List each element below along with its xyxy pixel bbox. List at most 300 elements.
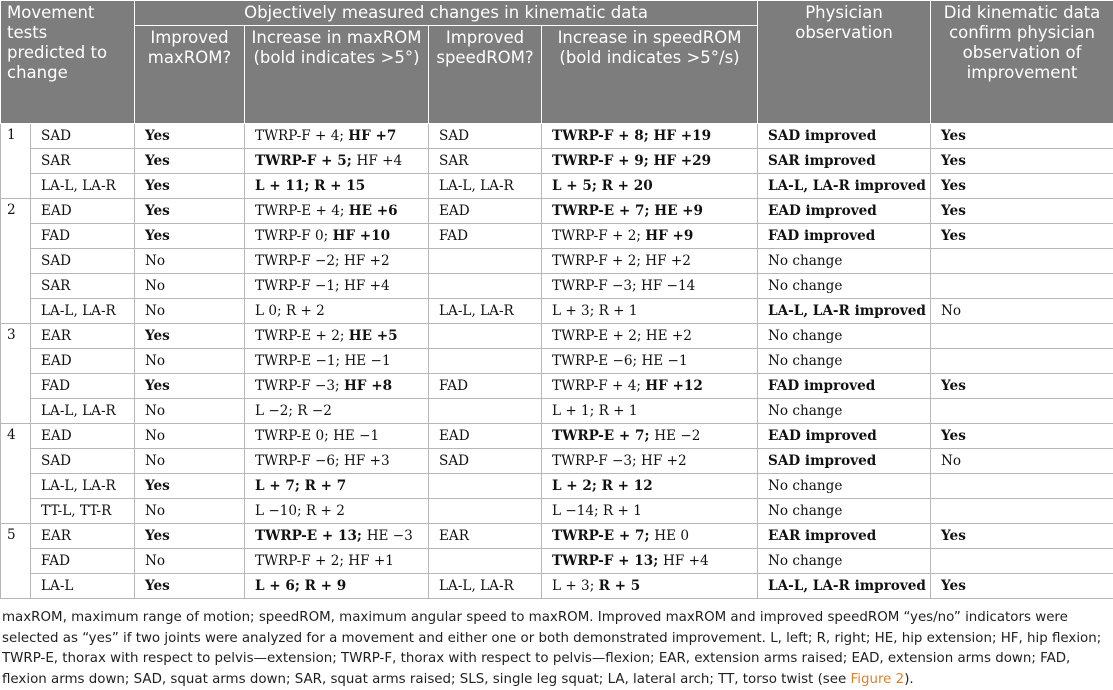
increase-speedrom-cell [542, 524, 758, 549]
increase-maxrom-cell [245, 524, 429, 549]
improved-maxrom-cell-text: Yes [145, 528, 170, 544]
improved-maxrom-cell [135, 149, 245, 174]
improved-maxrom-cell-text: Yes [145, 228, 170, 244]
improved-speedrom-cell [429, 199, 542, 224]
increase-maxrom-cell [245, 224, 429, 249]
group-number-text: 2 [7, 202, 16, 218]
improved-maxrom-cell-text: No [145, 403, 165, 419]
increase-maxrom-cell-part: TWRP-F + 5; [255, 153, 357, 169]
improved-maxrom-cell [135, 399, 245, 424]
increase-maxrom-cell-part: HF +4 [357, 153, 403, 169]
improved-speedrom-cell-text: EAD [439, 203, 470, 219]
table-header [1, 1, 1113, 124]
physician-cell-text: No change [768, 403, 842, 419]
physician-cell [758, 499, 931, 524]
movement-cell [31, 174, 135, 199]
physician-cell [758, 124, 931, 149]
physician-cell [758, 349, 931, 374]
movement-cell [31, 124, 135, 149]
header-movement-tests: Movement tests predicted to change [1, 1, 135, 124]
increase-speedrom-cell-part: HF +12 [645, 378, 703, 394]
physician-cell [758, 399, 931, 424]
group-number [1, 324, 31, 424]
increase-maxrom-cell [245, 574, 429, 599]
increase-speedrom-cell [542, 474, 758, 499]
increase-maxrom-cell-part: TWRP-F −1; HF +4 [255, 278, 390, 294]
confirm-cell [931, 574, 1113, 599]
improved-speedrom-cell [429, 449, 542, 474]
movement-cell [31, 549, 135, 574]
improved-maxrom-cell [135, 199, 245, 224]
physician-cell-text: FAD improved [768, 228, 875, 244]
improved-speedrom-cell [429, 424, 542, 449]
improved-maxrom-cell [135, 574, 245, 599]
increase-maxrom-cell-part: TWRP-F + 4; [255, 128, 348, 144]
improved-maxrom-cell [135, 374, 245, 399]
physician-cell [758, 249, 931, 274]
increase-maxrom-cell-part: TWRP-E + 2; [255, 328, 349, 344]
improved-speedrom-cell-text: EAR [439, 528, 469, 544]
increase-speedrom-cell [542, 274, 758, 299]
improved-maxrom-cell [135, 249, 245, 274]
movement-cell [31, 374, 135, 399]
physician-cell [758, 449, 931, 474]
increase-maxrom-cell [245, 124, 429, 149]
improved-maxrom-cell [135, 499, 245, 524]
confirm-cell [931, 399, 1113, 424]
physician-cell [758, 199, 931, 224]
improved-maxrom-cell-text: Yes [145, 378, 170, 394]
movement-cell [31, 399, 135, 424]
increase-maxrom-cell-part: TWRP-E + 13; [255, 528, 367, 544]
improved-maxrom-cell-text: Yes [145, 328, 170, 344]
improved-maxrom-cell [135, 474, 245, 499]
increase-maxrom-cell-part: HE −3 [367, 528, 413, 544]
increase-speedrom-cell [542, 224, 758, 249]
increase-maxrom-cell-part: TWRP-E + 4; [255, 203, 349, 219]
confirm-cell [931, 349, 1113, 374]
confirm-cell [931, 474, 1113, 499]
movement-cell [31, 524, 135, 549]
table-row [1, 199, 1113, 224]
improved-maxrom-cell [135, 524, 245, 549]
increase-speedrom-cell-part: L + 3; [552, 578, 599, 594]
increase-speedrom-cell-part: TWRP-E + 7; HE +9 [552, 203, 703, 219]
physician-cell-text: No change [768, 278, 842, 294]
increase-maxrom-cell [245, 424, 429, 449]
table-row [1, 449, 1113, 474]
increase-speedrom-cell [542, 574, 758, 599]
group-number-text: 1 [7, 127, 16, 143]
increase-speedrom-cell-part: TWRP-F + 8; HF +19 [552, 128, 711, 144]
movement-cell-text: EAD [41, 353, 72, 369]
table-row [1, 424, 1113, 449]
increase-speedrom-cell [542, 449, 758, 474]
confirm-cell [931, 149, 1113, 174]
increase-maxrom-cell [245, 399, 429, 424]
movement-cell [31, 249, 135, 274]
increase-speedrom-cell-part: TWRP-F + 2; [552, 228, 645, 244]
improved-maxrom-cell-text: Yes [145, 578, 170, 594]
increase-maxrom-cell [245, 474, 429, 499]
footnote-text: maxROM, maximum range of motion; speedROM, maximum angular speed to maxROM. Improved maxROM and improved speedROM “yes/no” indicators were selected as “yes” if two joints were analyzed for a movement and either one or both demonstrated improvement. L, left; R, right; HE, hip extension; HF, hip flexion; TWRP-E, thorax with respect to pelvis—extension; TWRP-F, thorax with respect to pelvis—flexion; EAR, extension arms raised; EAD, extension arms down; FAD, flexion arms down; SAD, squat arms down; SAR, squat arms raised; SLS, single leg squat; LA, lateral arch; TT, torso twist (see [2, 610, 1101, 687]
table-row [1, 374, 1113, 399]
movement-cell-text: EAD [41, 428, 72, 444]
physician-cell-text: No change [768, 253, 842, 269]
increase-speedrom-cell [542, 399, 758, 424]
physician-cell [758, 274, 931, 299]
table-row [1, 124, 1113, 149]
physician-cell-text: EAD improved [768, 428, 877, 444]
increase-speedrom-cell-part: L + 5; R + 20 [552, 178, 653, 194]
increase-maxrom-cell-part: TWRP-F 0; [255, 228, 333, 244]
header-kinematic-group: Objectively measured changes in kinematic data [135, 1, 758, 26]
increase-speedrom-cell [542, 149, 758, 174]
improved-speedrom-cell-text: LA-L, LA-R [439, 303, 514, 319]
physician-cell-text: SAD improved [768, 128, 876, 144]
movement-cell-text: TT-L, TT-R [41, 503, 111, 519]
increase-speedrom-cell [542, 499, 758, 524]
increase-maxrom-cell-part: TWRP-F −6; HF +3 [255, 453, 390, 469]
table-row [1, 574, 1113, 599]
confirm-cell-text: No [941, 453, 961, 469]
improved-speedrom-cell [429, 299, 542, 324]
confirm-cell [931, 274, 1113, 299]
movement-cell [31, 499, 135, 524]
increase-speedrom-cell [542, 124, 758, 149]
increase-maxrom-cell-part: HF +7 [348, 128, 396, 144]
increase-maxrom-cell-part: TWRP-F −2; HF +2 [255, 253, 390, 269]
increase-maxrom-cell-part: L + 11; R + 15 [255, 178, 365, 194]
improved-speedrom-cell-text: FAD [439, 228, 468, 244]
increase-speedrom-cell-part: HE 0 [654, 528, 689, 544]
increase-speedrom-cell-part: L + 3; R + 1 [552, 303, 638, 319]
group-number-text: 5 [7, 527, 16, 543]
improved-speedrom-cell [429, 499, 542, 524]
improved-speedrom-cell [429, 574, 542, 599]
movement-cell [31, 474, 135, 499]
header-physician-observation: Physician observation [758, 1, 931, 124]
table-body [1, 124, 1113, 599]
physician-cell-text: EAR improved [768, 528, 876, 544]
improved-maxrom-cell [135, 174, 245, 199]
increase-maxrom-cell-part: L + 7; R + 7 [255, 478, 346, 494]
group-number-text: 4 [7, 427, 16, 443]
increase-maxrom-cell-part: L 0; R + 2 [255, 303, 325, 319]
figure-2-link[interactable]: Figure 2 [851, 672, 905, 687]
movement-cell-text: LA-L [41, 578, 73, 594]
improved-maxrom-cell-text: Yes [145, 203, 170, 219]
increase-speedrom-cell-part: TWRP-F + 2; HF +2 [552, 253, 691, 269]
improved-speedrom-cell-text: FAD [439, 378, 468, 394]
increase-speedrom-cell-part: TWRP-F + 13; [552, 553, 663, 569]
improved-maxrom-cell-text: No [145, 353, 165, 369]
increase-maxrom-cell [245, 449, 429, 474]
confirm-cell-text: Yes [941, 578, 966, 594]
physician-cell [758, 174, 931, 199]
movement-cell [31, 349, 135, 374]
improved-speedrom-cell [429, 124, 542, 149]
group-number-text: 3 [7, 327, 16, 343]
increase-speedrom-cell-part: TWRP-E + 7; [552, 528, 654, 544]
confirm-cell-text: Yes [941, 528, 966, 544]
increase-maxrom-cell-part: TWRP-E −1; HE −1 [255, 353, 391, 369]
improved-speedrom-cell [429, 224, 542, 249]
increase-speedrom-cell-part: HF +9 [645, 228, 693, 244]
movement-cell [31, 224, 135, 249]
improved-maxrom-cell [135, 424, 245, 449]
table-row [1, 349, 1113, 374]
movement-cell-text: EAR [41, 328, 71, 344]
improved-maxrom-cell [135, 324, 245, 349]
movement-cell-text: SAD [41, 128, 71, 144]
improved-maxrom-cell-text: Yes [145, 153, 170, 169]
movement-cell-text: EAD [41, 203, 72, 219]
improved-maxrom-cell [135, 449, 245, 474]
physician-cell-text: No change [768, 328, 842, 344]
improved-maxrom-cell-text: No [145, 553, 165, 569]
increase-maxrom-cell [245, 149, 429, 174]
improved-speedrom-cell [429, 549, 542, 574]
physician-cell-text: No change [768, 478, 842, 494]
movement-cell-text: FAD [41, 228, 70, 244]
increase-maxrom-cell-part: L + 6; R + 9 [255, 578, 346, 594]
movement-cell-text: LA-L, LA-R [41, 478, 116, 494]
physician-cell [758, 474, 931, 499]
improved-maxrom-cell-text: No [145, 303, 165, 319]
increase-speedrom-cell-part: TWRP-F + 4; [552, 378, 645, 394]
confirm-cell [931, 449, 1113, 474]
table-row [1, 149, 1113, 174]
increase-speedrom-cell-part: HE −2 [654, 428, 700, 444]
improved-speedrom-cell [429, 374, 542, 399]
confirm-cell [931, 324, 1113, 349]
improved-maxrom-cell [135, 124, 245, 149]
table-footnote [0, 599, 1113, 690]
movement-cell [31, 424, 135, 449]
header-increase-maxrom: Increase in maxROM (bold indicates >5°) [245, 26, 429, 124]
confirm-cell [931, 174, 1113, 199]
improved-speedrom-cell [429, 324, 542, 349]
improved-maxrom-cell-text: No [145, 453, 165, 469]
movement-cell [31, 574, 135, 599]
physician-cell-text: No change [768, 553, 842, 569]
confirm-cell-text: Yes [941, 153, 966, 169]
increase-speedrom-cell [542, 424, 758, 449]
increase-maxrom-cell-part: HF +10 [333, 228, 391, 244]
header-improved-maxrom: Improved maxROM? [135, 26, 245, 124]
increase-speedrom-cell-part: TWRP-E −6; HE −1 [552, 353, 688, 369]
improved-speedrom-cell [429, 524, 542, 549]
confirm-cell-text: Yes [941, 228, 966, 244]
increase-speedrom-cell [542, 374, 758, 399]
group-number [1, 524, 31, 599]
movement-cell-text: LA-L, LA-R [41, 178, 116, 194]
increase-maxrom-cell [245, 274, 429, 299]
increase-speedrom-cell-part: TWRP-E + 2; HE +2 [552, 328, 692, 344]
movement-cell-text: FAD [41, 553, 70, 569]
improved-maxrom-cell [135, 274, 245, 299]
improved-maxrom-cell-text: No [145, 503, 165, 519]
confirm-cell [931, 549, 1113, 574]
increase-speedrom-cell-part: TWRP-F −3; HF +2 [552, 453, 687, 469]
increase-maxrom-cell [245, 299, 429, 324]
table-row [1, 524, 1113, 549]
table-row [1, 399, 1113, 424]
improved-speedrom-cell-text: LA-L, LA-R [439, 578, 514, 594]
increase-maxrom-cell [245, 374, 429, 399]
increase-speedrom-cell-part: L −14; R + 1 [552, 503, 642, 519]
movement-cell [31, 274, 135, 299]
improved-maxrom-cell-text: Yes [145, 478, 170, 494]
physician-cell [758, 224, 931, 249]
confirm-cell-text: Yes [941, 128, 966, 144]
confirm-cell [931, 249, 1113, 274]
improved-speedrom-cell [429, 174, 542, 199]
table-row [1, 174, 1113, 199]
table-row [1, 249, 1113, 274]
improved-speedrom-cell [429, 349, 542, 374]
increase-speedrom-cell [542, 324, 758, 349]
confirm-cell [931, 374, 1113, 399]
increase-maxrom-cell-part: L −10; R + 2 [255, 503, 345, 519]
increase-speedrom-cell-part: HF +4 [663, 553, 709, 569]
improved-maxrom-cell-text: No [145, 253, 165, 269]
confirm-cell [931, 224, 1113, 249]
improved-speedrom-cell [429, 474, 542, 499]
improved-maxrom-cell [135, 549, 245, 574]
header-improved-speedrom: Improved speedROM? [429, 26, 542, 124]
movement-cell-text: EAR [41, 528, 71, 544]
table-row [1, 474, 1113, 499]
physician-cell-text: LA-L, LA-R improved [768, 578, 926, 594]
confirm-cell-text: Yes [941, 203, 966, 219]
movement-cell-text: SAR [41, 153, 70, 169]
header-confirmation: Did kinematic data confirm physician observation of improvement [931, 1, 1113, 124]
increase-maxrom-cell [245, 249, 429, 274]
physician-cell [758, 374, 931, 399]
confirm-cell [931, 299, 1113, 324]
increase-maxrom-cell [245, 174, 429, 199]
improved-speedrom-cell [429, 149, 542, 174]
movement-cell [31, 324, 135, 349]
physician-cell [758, 299, 931, 324]
confirm-cell [931, 124, 1113, 149]
physician-cell-text: EAD improved [768, 203, 877, 219]
improved-maxrom-cell-text: No [145, 428, 165, 444]
increase-maxrom-cell [245, 199, 429, 224]
increase-maxrom-cell-part: TWRP-F + 2; HF +1 [255, 553, 394, 569]
physician-cell [758, 149, 931, 174]
increase-speedrom-cell-part: L + 2; R + 12 [552, 478, 653, 494]
confirm-cell [931, 199, 1113, 224]
confirm-cell-text: Yes [941, 378, 966, 394]
table-row [1, 499, 1113, 524]
increase-speedrom-cell [542, 174, 758, 199]
physician-cell-text: LA-L, LA-R improved [768, 303, 926, 319]
physician-cell [758, 549, 931, 574]
confirm-cell [931, 424, 1113, 449]
increase-speedrom-cell-part: R + 5 [599, 578, 641, 594]
table-row [1, 324, 1113, 349]
increase-maxrom-cell-part: HE +6 [349, 203, 398, 219]
improved-maxrom-cell [135, 224, 245, 249]
physician-cell-text: FAD improved [768, 378, 875, 394]
movement-cell-text: SAD [41, 453, 71, 469]
confirm-cell-text: No [941, 303, 961, 319]
confirm-cell-text: Yes [941, 428, 966, 444]
increase-speedrom-cell [542, 299, 758, 324]
movement-cell [31, 149, 135, 174]
improved-maxrom-cell [135, 299, 245, 324]
movement-cell-text: SAR [41, 278, 70, 294]
increase-maxrom-cell-part: HE +5 [349, 328, 398, 344]
table-row [1, 299, 1113, 324]
increase-maxrom-cell-part: L −2; R −2 [255, 403, 332, 419]
increase-speedrom-cell [542, 249, 758, 274]
increase-maxrom-cell-part: HF +8 [344, 378, 392, 394]
confirm-cell [931, 499, 1113, 524]
physician-cell-text: SAR improved [768, 153, 876, 169]
increase-speedrom-cell-part: TWRP-E + 7; [552, 428, 654, 444]
confirm-cell-text: Yes [941, 178, 966, 194]
improved-maxrom-cell-text: No [145, 278, 165, 294]
improved-speedrom-cell [429, 249, 542, 274]
physician-cell-text: No change [768, 503, 842, 519]
physician-cell [758, 324, 931, 349]
increase-speedrom-cell [542, 349, 758, 374]
movement-cell-text: SAD [41, 253, 71, 269]
confirm-cell [931, 524, 1113, 549]
table-row [1, 274, 1113, 299]
increase-speedrom-cell-part: L + 1; R + 1 [552, 403, 638, 419]
improved-speedrom-cell-text: SAD [439, 453, 469, 469]
physician-cell [758, 524, 931, 549]
increase-maxrom-cell [245, 549, 429, 574]
improved-speedrom-cell-text: EAD [439, 428, 470, 444]
improved-speedrom-cell-text: LA-L, LA-R [439, 178, 514, 194]
improved-maxrom-cell [135, 349, 245, 374]
table-row [1, 224, 1113, 249]
improved-maxrom-cell-text: Yes [145, 128, 170, 144]
physician-cell-text: SAD improved [768, 453, 876, 469]
physician-cell [758, 424, 931, 449]
physician-cell [758, 574, 931, 599]
movement-cell [31, 199, 135, 224]
movement-cell-text: FAD [41, 378, 70, 394]
increase-speedrom-cell-part: TWRP-F −3; HF −14 [552, 278, 695, 294]
improved-speedrom-cell-text: SAD [439, 128, 469, 144]
footnote-end: ). [904, 672, 913, 687]
group-number [1, 124, 31, 199]
increase-maxrom-cell-part: TWRP-F −3; [255, 378, 344, 394]
increase-maxrom-cell [245, 324, 429, 349]
group-number [1, 199, 31, 324]
improved-maxrom-cell-text: Yes [145, 178, 170, 194]
movement-cell-text: LA-L, LA-R [41, 403, 116, 419]
physician-cell-text: No change [768, 353, 842, 369]
movement-cell [31, 299, 135, 324]
increase-speedrom-cell-part: TWRP-F + 9; HF +29 [552, 153, 711, 169]
movement-cell [31, 449, 135, 474]
header-increase-speedrom: Increase in speedROM (bold indicates >5°/s) [542, 26, 758, 124]
physician-cell-text: LA-L, LA-R improved [768, 178, 926, 194]
improved-speedrom-cell-text: SAR [439, 153, 468, 169]
group-number [1, 424, 31, 524]
increase-speedrom-cell [542, 199, 758, 224]
improved-speedrom-cell [429, 399, 542, 424]
increase-maxrom-cell-part: TWRP-E 0; HE −1 [255, 428, 379, 444]
